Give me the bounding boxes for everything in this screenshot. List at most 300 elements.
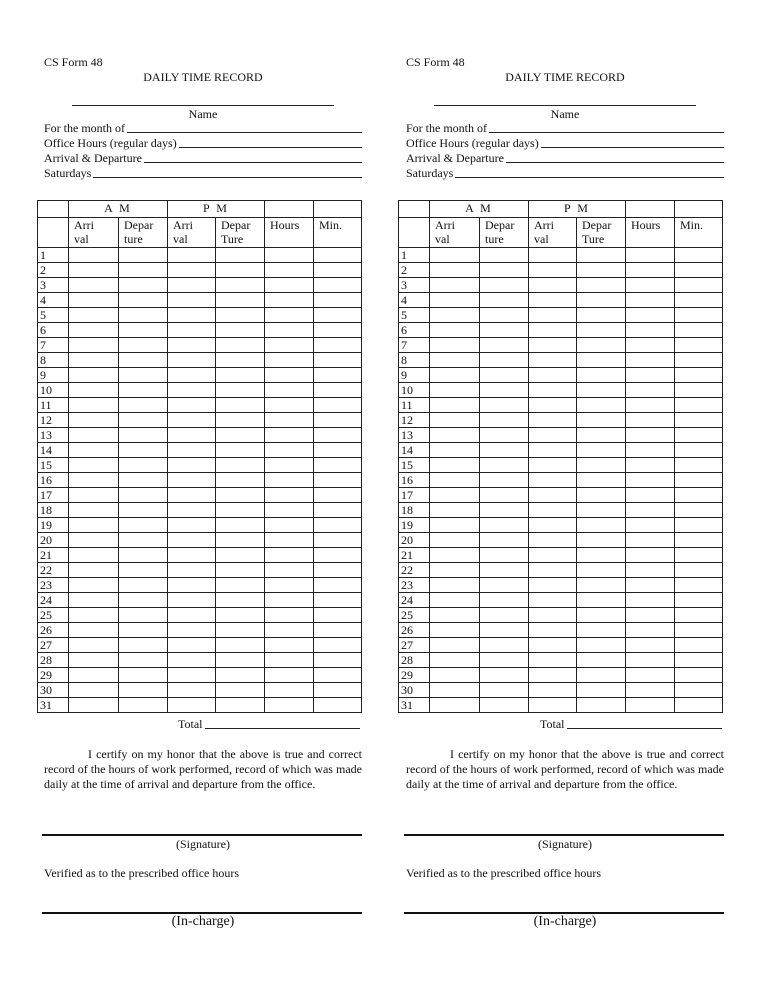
pm-arrival-cell[interactable] bbox=[168, 293, 216, 308]
am-departure-cell[interactable] bbox=[119, 563, 168, 578]
hours-cell[interactable] bbox=[265, 563, 314, 578]
pm-departure-cell[interactable] bbox=[216, 518, 265, 533]
am-departure-cell[interactable] bbox=[119, 578, 168, 593]
pm-departure-cell[interactable] bbox=[216, 443, 265, 458]
am-departure-cell[interactable] bbox=[480, 638, 529, 653]
am-departure-cell[interactable] bbox=[119, 623, 168, 638]
am-arrival-cell[interactable] bbox=[69, 443, 119, 458]
am-departure-cell[interactable] bbox=[119, 533, 168, 548]
am-departure-cell[interactable] bbox=[480, 518, 529, 533]
pm-departure-cell[interactable] bbox=[216, 428, 265, 443]
minutes-cell[interactable] bbox=[675, 308, 723, 323]
hours-cell[interactable] bbox=[265, 323, 314, 338]
am-arrival-cell[interactable] bbox=[69, 413, 119, 428]
am-departure-cell[interactable] bbox=[480, 683, 529, 698]
field-blank-line[interactable] bbox=[541, 136, 724, 148]
am-arrival-cell[interactable] bbox=[69, 473, 119, 488]
pm-departure-cell[interactable] bbox=[216, 608, 265, 623]
am-departure-cell[interactable] bbox=[480, 278, 529, 293]
hours-cell[interactable] bbox=[265, 413, 314, 428]
minutes-cell[interactable] bbox=[314, 698, 362, 713]
am-arrival-cell[interactable] bbox=[69, 293, 119, 308]
pm-departure-cell[interactable] bbox=[216, 548, 265, 563]
pm-arrival-cell[interactable] bbox=[168, 323, 216, 338]
minutes-cell[interactable] bbox=[675, 533, 723, 548]
hours-cell[interactable] bbox=[626, 668, 675, 683]
pm-arrival-cell[interactable] bbox=[168, 608, 216, 623]
pm-arrival-cell[interactable] bbox=[529, 308, 577, 323]
minutes-cell[interactable] bbox=[314, 398, 362, 413]
pm-departure-cell[interactable] bbox=[216, 368, 265, 383]
hours-cell[interactable] bbox=[626, 473, 675, 488]
hours-cell[interactable] bbox=[265, 353, 314, 368]
hours-cell[interactable] bbox=[626, 458, 675, 473]
am-arrival-cell[interactable] bbox=[430, 638, 480, 653]
am-arrival-cell[interactable] bbox=[430, 563, 480, 578]
am-departure-cell[interactable] bbox=[119, 323, 168, 338]
am-arrival-cell[interactable] bbox=[69, 248, 119, 263]
hours-cell[interactable] bbox=[626, 413, 675, 428]
minutes-cell[interactable] bbox=[675, 668, 723, 683]
hours-cell[interactable] bbox=[626, 323, 675, 338]
hours-cell[interactable] bbox=[626, 293, 675, 308]
minutes-cell[interactable] bbox=[314, 383, 362, 398]
hours-cell[interactable] bbox=[265, 623, 314, 638]
hours-cell[interactable] bbox=[626, 503, 675, 518]
pm-arrival-cell[interactable] bbox=[529, 578, 577, 593]
am-departure-cell[interactable] bbox=[119, 593, 168, 608]
am-departure-cell[interactable] bbox=[119, 638, 168, 653]
hours-cell[interactable] bbox=[626, 578, 675, 593]
am-arrival-cell[interactable] bbox=[430, 698, 480, 713]
minutes-cell[interactable] bbox=[675, 398, 723, 413]
pm-arrival-cell[interactable] bbox=[168, 338, 216, 353]
pm-departure-cell[interactable] bbox=[577, 353, 626, 368]
am-arrival-cell[interactable] bbox=[430, 248, 480, 263]
hours-cell[interactable] bbox=[626, 533, 675, 548]
pm-departure-cell[interactable] bbox=[577, 668, 626, 683]
pm-arrival-cell[interactable] bbox=[168, 503, 216, 518]
hours-cell[interactable] bbox=[265, 263, 314, 278]
pm-departure-cell[interactable] bbox=[577, 653, 626, 668]
am-departure-cell[interactable] bbox=[119, 518, 168, 533]
pm-departure-cell[interactable] bbox=[216, 593, 265, 608]
am-arrival-cell[interactable] bbox=[69, 368, 119, 383]
pm-departure-cell[interactable] bbox=[216, 248, 265, 263]
am-arrival-cell[interactable] bbox=[69, 503, 119, 518]
pm-arrival-cell[interactable] bbox=[168, 668, 216, 683]
field-blank-line[interactable] bbox=[455, 166, 724, 178]
pm-arrival-cell[interactable] bbox=[168, 353, 216, 368]
pm-departure-cell[interactable] bbox=[216, 668, 265, 683]
pm-departure-cell[interactable] bbox=[577, 263, 626, 278]
am-arrival-cell[interactable] bbox=[69, 428, 119, 443]
pm-arrival-cell[interactable] bbox=[529, 563, 577, 578]
hours-cell[interactable] bbox=[265, 578, 314, 593]
am-departure-cell[interactable] bbox=[480, 428, 529, 443]
pm-departure-cell[interactable] bbox=[577, 518, 626, 533]
minutes-cell[interactable] bbox=[314, 293, 362, 308]
minutes-cell[interactable] bbox=[675, 413, 723, 428]
hours-cell[interactable] bbox=[626, 698, 675, 713]
minutes-cell[interactable] bbox=[675, 443, 723, 458]
minutes-cell[interactable] bbox=[675, 428, 723, 443]
minutes-cell[interactable] bbox=[675, 338, 723, 353]
pm-arrival-cell[interactable] bbox=[529, 488, 577, 503]
minutes-cell[interactable] bbox=[314, 338, 362, 353]
minutes-cell[interactable] bbox=[314, 683, 362, 698]
am-arrival-cell[interactable] bbox=[430, 353, 480, 368]
am-arrival-cell[interactable] bbox=[69, 278, 119, 293]
pm-departure-cell[interactable] bbox=[216, 413, 265, 428]
minutes-cell[interactable] bbox=[675, 263, 723, 278]
am-arrival-cell[interactable] bbox=[430, 308, 480, 323]
minutes-cell[interactable] bbox=[675, 653, 723, 668]
minutes-cell[interactable] bbox=[314, 488, 362, 503]
field-blank-line[interactable] bbox=[144, 151, 362, 163]
pm-departure-cell[interactable] bbox=[216, 263, 265, 278]
am-arrival-cell[interactable] bbox=[69, 338, 119, 353]
am-departure-cell[interactable] bbox=[119, 308, 168, 323]
am-departure-cell[interactable] bbox=[119, 383, 168, 398]
minutes-cell[interactable] bbox=[675, 323, 723, 338]
pm-arrival-cell[interactable] bbox=[529, 353, 577, 368]
am-departure-cell[interactable] bbox=[119, 413, 168, 428]
pm-departure-cell[interactable] bbox=[577, 338, 626, 353]
am-departure-cell[interactable] bbox=[480, 248, 529, 263]
minutes-cell[interactable] bbox=[314, 668, 362, 683]
pm-arrival-cell[interactable] bbox=[529, 428, 577, 443]
am-arrival-cell[interactable] bbox=[430, 683, 480, 698]
minutes-cell[interactable] bbox=[675, 503, 723, 518]
am-arrival-cell[interactable] bbox=[69, 353, 119, 368]
am-arrival-cell[interactable] bbox=[69, 563, 119, 578]
minutes-cell[interactable] bbox=[314, 278, 362, 293]
hours-cell[interactable] bbox=[626, 608, 675, 623]
hours-cell[interactable] bbox=[265, 398, 314, 413]
am-departure-cell[interactable] bbox=[119, 698, 168, 713]
minutes-cell[interactable] bbox=[314, 608, 362, 623]
am-arrival-cell[interactable] bbox=[430, 323, 480, 338]
minutes-cell[interactable] bbox=[314, 518, 362, 533]
am-arrival-cell[interactable] bbox=[430, 443, 480, 458]
minutes-cell[interactable] bbox=[675, 623, 723, 638]
pm-departure-cell[interactable] bbox=[216, 533, 265, 548]
pm-departure-cell[interactable] bbox=[577, 428, 626, 443]
hours-cell[interactable] bbox=[626, 548, 675, 563]
minutes-cell[interactable] bbox=[314, 503, 362, 518]
am-arrival-cell[interactable] bbox=[69, 683, 119, 698]
signature-line[interactable] bbox=[404, 834, 724, 836]
field-blank-line[interactable] bbox=[127, 121, 362, 133]
am-arrival-cell[interactable] bbox=[69, 668, 119, 683]
am-departure-cell[interactable] bbox=[119, 263, 168, 278]
pm-departure-cell[interactable] bbox=[216, 488, 265, 503]
pm-departure-cell[interactable] bbox=[577, 323, 626, 338]
am-departure-cell[interactable] bbox=[119, 473, 168, 488]
pm-arrival-cell[interactable] bbox=[168, 458, 216, 473]
hours-cell[interactable] bbox=[265, 608, 314, 623]
pm-arrival-cell[interactable] bbox=[529, 518, 577, 533]
am-arrival-cell[interactable] bbox=[69, 488, 119, 503]
am-departure-cell[interactable] bbox=[480, 503, 529, 518]
am-arrival-cell[interactable] bbox=[69, 548, 119, 563]
am-arrival-cell[interactable] bbox=[430, 623, 480, 638]
pm-departure-cell[interactable] bbox=[577, 593, 626, 608]
minutes-cell[interactable] bbox=[675, 278, 723, 293]
minutes-cell[interactable] bbox=[314, 593, 362, 608]
hours-cell[interactable] bbox=[626, 383, 675, 398]
pm-arrival-cell[interactable] bbox=[168, 548, 216, 563]
am-departure-cell[interactable] bbox=[119, 683, 168, 698]
minutes-cell[interactable] bbox=[314, 248, 362, 263]
minutes-cell[interactable] bbox=[314, 368, 362, 383]
pm-arrival-cell[interactable] bbox=[168, 263, 216, 278]
minutes-cell[interactable] bbox=[675, 458, 723, 473]
minutes-cell[interactable] bbox=[675, 683, 723, 698]
minutes-cell[interactable] bbox=[675, 578, 723, 593]
am-arrival-cell[interactable] bbox=[430, 503, 480, 518]
hours-cell[interactable] bbox=[626, 368, 675, 383]
pm-arrival-cell[interactable] bbox=[529, 593, 577, 608]
pm-arrival-cell[interactable] bbox=[168, 398, 216, 413]
pm-arrival-cell[interactable] bbox=[529, 278, 577, 293]
pm-departure-cell[interactable] bbox=[216, 638, 265, 653]
field-blank-line[interactable] bbox=[93, 166, 362, 178]
pm-arrival-cell[interactable] bbox=[168, 683, 216, 698]
signature-line[interactable] bbox=[42, 834, 362, 836]
pm-arrival-cell[interactable] bbox=[168, 248, 216, 263]
pm-arrival-cell[interactable] bbox=[168, 368, 216, 383]
am-arrival-cell[interactable] bbox=[430, 263, 480, 278]
pm-arrival-cell[interactable] bbox=[529, 248, 577, 263]
pm-arrival-cell[interactable] bbox=[168, 698, 216, 713]
pm-arrival-cell[interactable] bbox=[529, 548, 577, 563]
hours-cell[interactable] bbox=[265, 278, 314, 293]
minutes-cell[interactable] bbox=[675, 608, 723, 623]
pm-arrival-cell[interactable] bbox=[529, 368, 577, 383]
am-departure-cell[interactable] bbox=[119, 278, 168, 293]
pm-departure-cell[interactable] bbox=[216, 698, 265, 713]
pm-arrival-cell[interactable] bbox=[168, 623, 216, 638]
hours-cell[interactable] bbox=[626, 308, 675, 323]
am-arrival-cell[interactable] bbox=[430, 593, 480, 608]
pm-arrival-cell[interactable] bbox=[529, 338, 577, 353]
am-departure-cell[interactable] bbox=[119, 653, 168, 668]
hours-cell[interactable] bbox=[626, 563, 675, 578]
pm-departure-cell[interactable] bbox=[577, 578, 626, 593]
pm-departure-cell[interactable] bbox=[577, 308, 626, 323]
am-arrival-cell[interactable] bbox=[430, 518, 480, 533]
pm-departure-cell[interactable] bbox=[577, 638, 626, 653]
hours-cell[interactable] bbox=[265, 653, 314, 668]
hours-cell[interactable] bbox=[265, 698, 314, 713]
name-blank-line[interactable] bbox=[434, 103, 696, 106]
pm-arrival-cell[interactable] bbox=[529, 323, 577, 338]
hours-cell[interactable] bbox=[265, 443, 314, 458]
hours-cell[interactable] bbox=[265, 383, 314, 398]
pm-departure-cell[interactable] bbox=[577, 248, 626, 263]
pm-departure-cell[interactable] bbox=[216, 623, 265, 638]
am-arrival-cell[interactable] bbox=[430, 338, 480, 353]
pm-arrival-cell[interactable] bbox=[168, 308, 216, 323]
am-departure-cell[interactable] bbox=[480, 443, 529, 458]
minutes-cell[interactable] bbox=[314, 638, 362, 653]
pm-arrival-cell[interactable] bbox=[168, 413, 216, 428]
am-arrival-cell[interactable] bbox=[69, 698, 119, 713]
am-departure-cell[interactable] bbox=[119, 338, 168, 353]
pm-arrival-cell[interactable] bbox=[529, 293, 577, 308]
hours-cell[interactable] bbox=[265, 473, 314, 488]
am-arrival-cell[interactable] bbox=[69, 323, 119, 338]
hours-cell[interactable] bbox=[626, 278, 675, 293]
pm-departure-cell[interactable] bbox=[216, 458, 265, 473]
minutes-cell[interactable] bbox=[675, 488, 723, 503]
pm-departure-cell[interactable] bbox=[577, 398, 626, 413]
hours-cell[interactable] bbox=[265, 338, 314, 353]
pm-departure-cell[interactable] bbox=[577, 458, 626, 473]
pm-departure-cell[interactable] bbox=[216, 308, 265, 323]
hours-cell[interactable] bbox=[626, 488, 675, 503]
pm-departure-cell[interactable] bbox=[577, 548, 626, 563]
am-departure-cell[interactable] bbox=[480, 668, 529, 683]
am-departure-cell[interactable] bbox=[480, 698, 529, 713]
pm-arrival-cell[interactable] bbox=[529, 443, 577, 458]
pm-arrival-cell[interactable] bbox=[529, 458, 577, 473]
am-departure-cell[interactable] bbox=[119, 248, 168, 263]
hours-cell[interactable] bbox=[626, 638, 675, 653]
minutes-cell[interactable] bbox=[675, 368, 723, 383]
minutes-cell[interactable] bbox=[675, 248, 723, 263]
am-departure-cell[interactable] bbox=[480, 488, 529, 503]
pm-departure-cell[interactable] bbox=[577, 683, 626, 698]
am-departure-cell[interactable] bbox=[119, 353, 168, 368]
am-arrival-cell[interactable] bbox=[430, 368, 480, 383]
pm-arrival-cell[interactable] bbox=[529, 668, 577, 683]
name-blank-line[interactable] bbox=[72, 103, 334, 106]
pm-arrival-cell[interactable] bbox=[168, 278, 216, 293]
field-blank-line[interactable] bbox=[506, 151, 724, 163]
am-arrival-cell[interactable] bbox=[430, 608, 480, 623]
am-departure-cell[interactable] bbox=[119, 293, 168, 308]
am-arrival-cell[interactable] bbox=[430, 383, 480, 398]
minutes-cell[interactable] bbox=[675, 473, 723, 488]
am-departure-cell[interactable] bbox=[480, 293, 529, 308]
am-departure-cell[interactable] bbox=[119, 488, 168, 503]
hours-cell[interactable] bbox=[265, 533, 314, 548]
am-arrival-cell[interactable] bbox=[69, 308, 119, 323]
pm-departure-cell[interactable] bbox=[577, 533, 626, 548]
pm-departure-cell[interactable] bbox=[216, 683, 265, 698]
pm-arrival-cell[interactable] bbox=[168, 533, 216, 548]
minutes-cell[interactable] bbox=[675, 563, 723, 578]
pm-arrival-cell[interactable] bbox=[168, 488, 216, 503]
hours-cell[interactable] bbox=[265, 458, 314, 473]
pm-arrival-cell[interactable] bbox=[529, 413, 577, 428]
am-departure-cell[interactable] bbox=[480, 593, 529, 608]
am-departure-cell[interactable] bbox=[119, 608, 168, 623]
pm-arrival-cell[interactable] bbox=[529, 608, 577, 623]
pm-departure-cell[interactable] bbox=[577, 293, 626, 308]
am-departure-cell[interactable] bbox=[480, 608, 529, 623]
hours-cell[interactable] bbox=[626, 428, 675, 443]
minutes-cell[interactable] bbox=[314, 413, 362, 428]
hours-cell[interactable] bbox=[626, 338, 675, 353]
am-departure-cell[interactable] bbox=[119, 368, 168, 383]
pm-departure-cell[interactable] bbox=[216, 383, 265, 398]
pm-departure-cell[interactable] bbox=[577, 488, 626, 503]
minutes-cell[interactable] bbox=[675, 353, 723, 368]
am-departure-cell[interactable] bbox=[480, 383, 529, 398]
pm-departure-cell[interactable] bbox=[577, 368, 626, 383]
am-arrival-cell[interactable] bbox=[69, 398, 119, 413]
am-arrival-cell[interactable] bbox=[430, 533, 480, 548]
am-departure-cell[interactable] bbox=[480, 308, 529, 323]
field-blank-line[interactable] bbox=[489, 121, 724, 133]
hours-cell[interactable] bbox=[265, 683, 314, 698]
pm-departure-cell[interactable] bbox=[216, 653, 265, 668]
am-arrival-cell[interactable] bbox=[430, 398, 480, 413]
total-blank-line[interactable] bbox=[567, 717, 723, 729]
am-arrival-cell[interactable] bbox=[69, 518, 119, 533]
am-arrival-cell[interactable] bbox=[430, 668, 480, 683]
pm-arrival-cell[interactable] bbox=[529, 653, 577, 668]
pm-departure-cell[interactable] bbox=[216, 563, 265, 578]
pm-arrival-cell[interactable] bbox=[529, 383, 577, 398]
am-departure-cell[interactable] bbox=[480, 473, 529, 488]
hours-cell[interactable] bbox=[265, 638, 314, 653]
minutes-cell[interactable] bbox=[314, 578, 362, 593]
hours-cell[interactable] bbox=[265, 428, 314, 443]
minutes-cell[interactable] bbox=[314, 653, 362, 668]
hours-cell[interactable] bbox=[626, 623, 675, 638]
am-arrival-cell[interactable] bbox=[430, 548, 480, 563]
am-arrival-cell[interactable] bbox=[69, 263, 119, 278]
pm-departure-cell[interactable] bbox=[216, 323, 265, 338]
pm-arrival-cell[interactable] bbox=[168, 563, 216, 578]
hours-cell[interactable] bbox=[265, 248, 314, 263]
am-departure-cell[interactable] bbox=[119, 548, 168, 563]
am-arrival-cell[interactable] bbox=[430, 578, 480, 593]
hours-cell[interactable] bbox=[265, 668, 314, 683]
minutes-cell[interactable] bbox=[314, 308, 362, 323]
minutes-cell[interactable] bbox=[314, 533, 362, 548]
hours-cell[interactable] bbox=[626, 593, 675, 608]
hours-cell[interactable] bbox=[626, 353, 675, 368]
am-departure-cell[interactable] bbox=[480, 563, 529, 578]
minutes-cell[interactable] bbox=[675, 293, 723, 308]
pm-departure-cell[interactable] bbox=[577, 563, 626, 578]
pm-arrival-cell[interactable] bbox=[168, 473, 216, 488]
hours-cell[interactable] bbox=[626, 248, 675, 263]
am-arrival-cell[interactable] bbox=[430, 428, 480, 443]
pm-departure-cell[interactable] bbox=[577, 413, 626, 428]
hours-cell[interactable] bbox=[265, 548, 314, 563]
minutes-cell[interactable] bbox=[675, 518, 723, 533]
am-arrival-cell[interactable] bbox=[430, 278, 480, 293]
pm-departure-cell[interactable] bbox=[577, 383, 626, 398]
am-departure-cell[interactable] bbox=[480, 623, 529, 638]
pm-departure-cell[interactable] bbox=[577, 503, 626, 518]
hours-cell[interactable] bbox=[265, 518, 314, 533]
minutes-cell[interactable] bbox=[314, 623, 362, 638]
hours-cell[interactable] bbox=[265, 593, 314, 608]
pm-departure-cell[interactable] bbox=[577, 623, 626, 638]
minutes-cell[interactable] bbox=[675, 593, 723, 608]
am-departure-cell[interactable] bbox=[480, 353, 529, 368]
minutes-cell[interactable] bbox=[314, 263, 362, 278]
pm-arrival-cell[interactable] bbox=[529, 473, 577, 488]
